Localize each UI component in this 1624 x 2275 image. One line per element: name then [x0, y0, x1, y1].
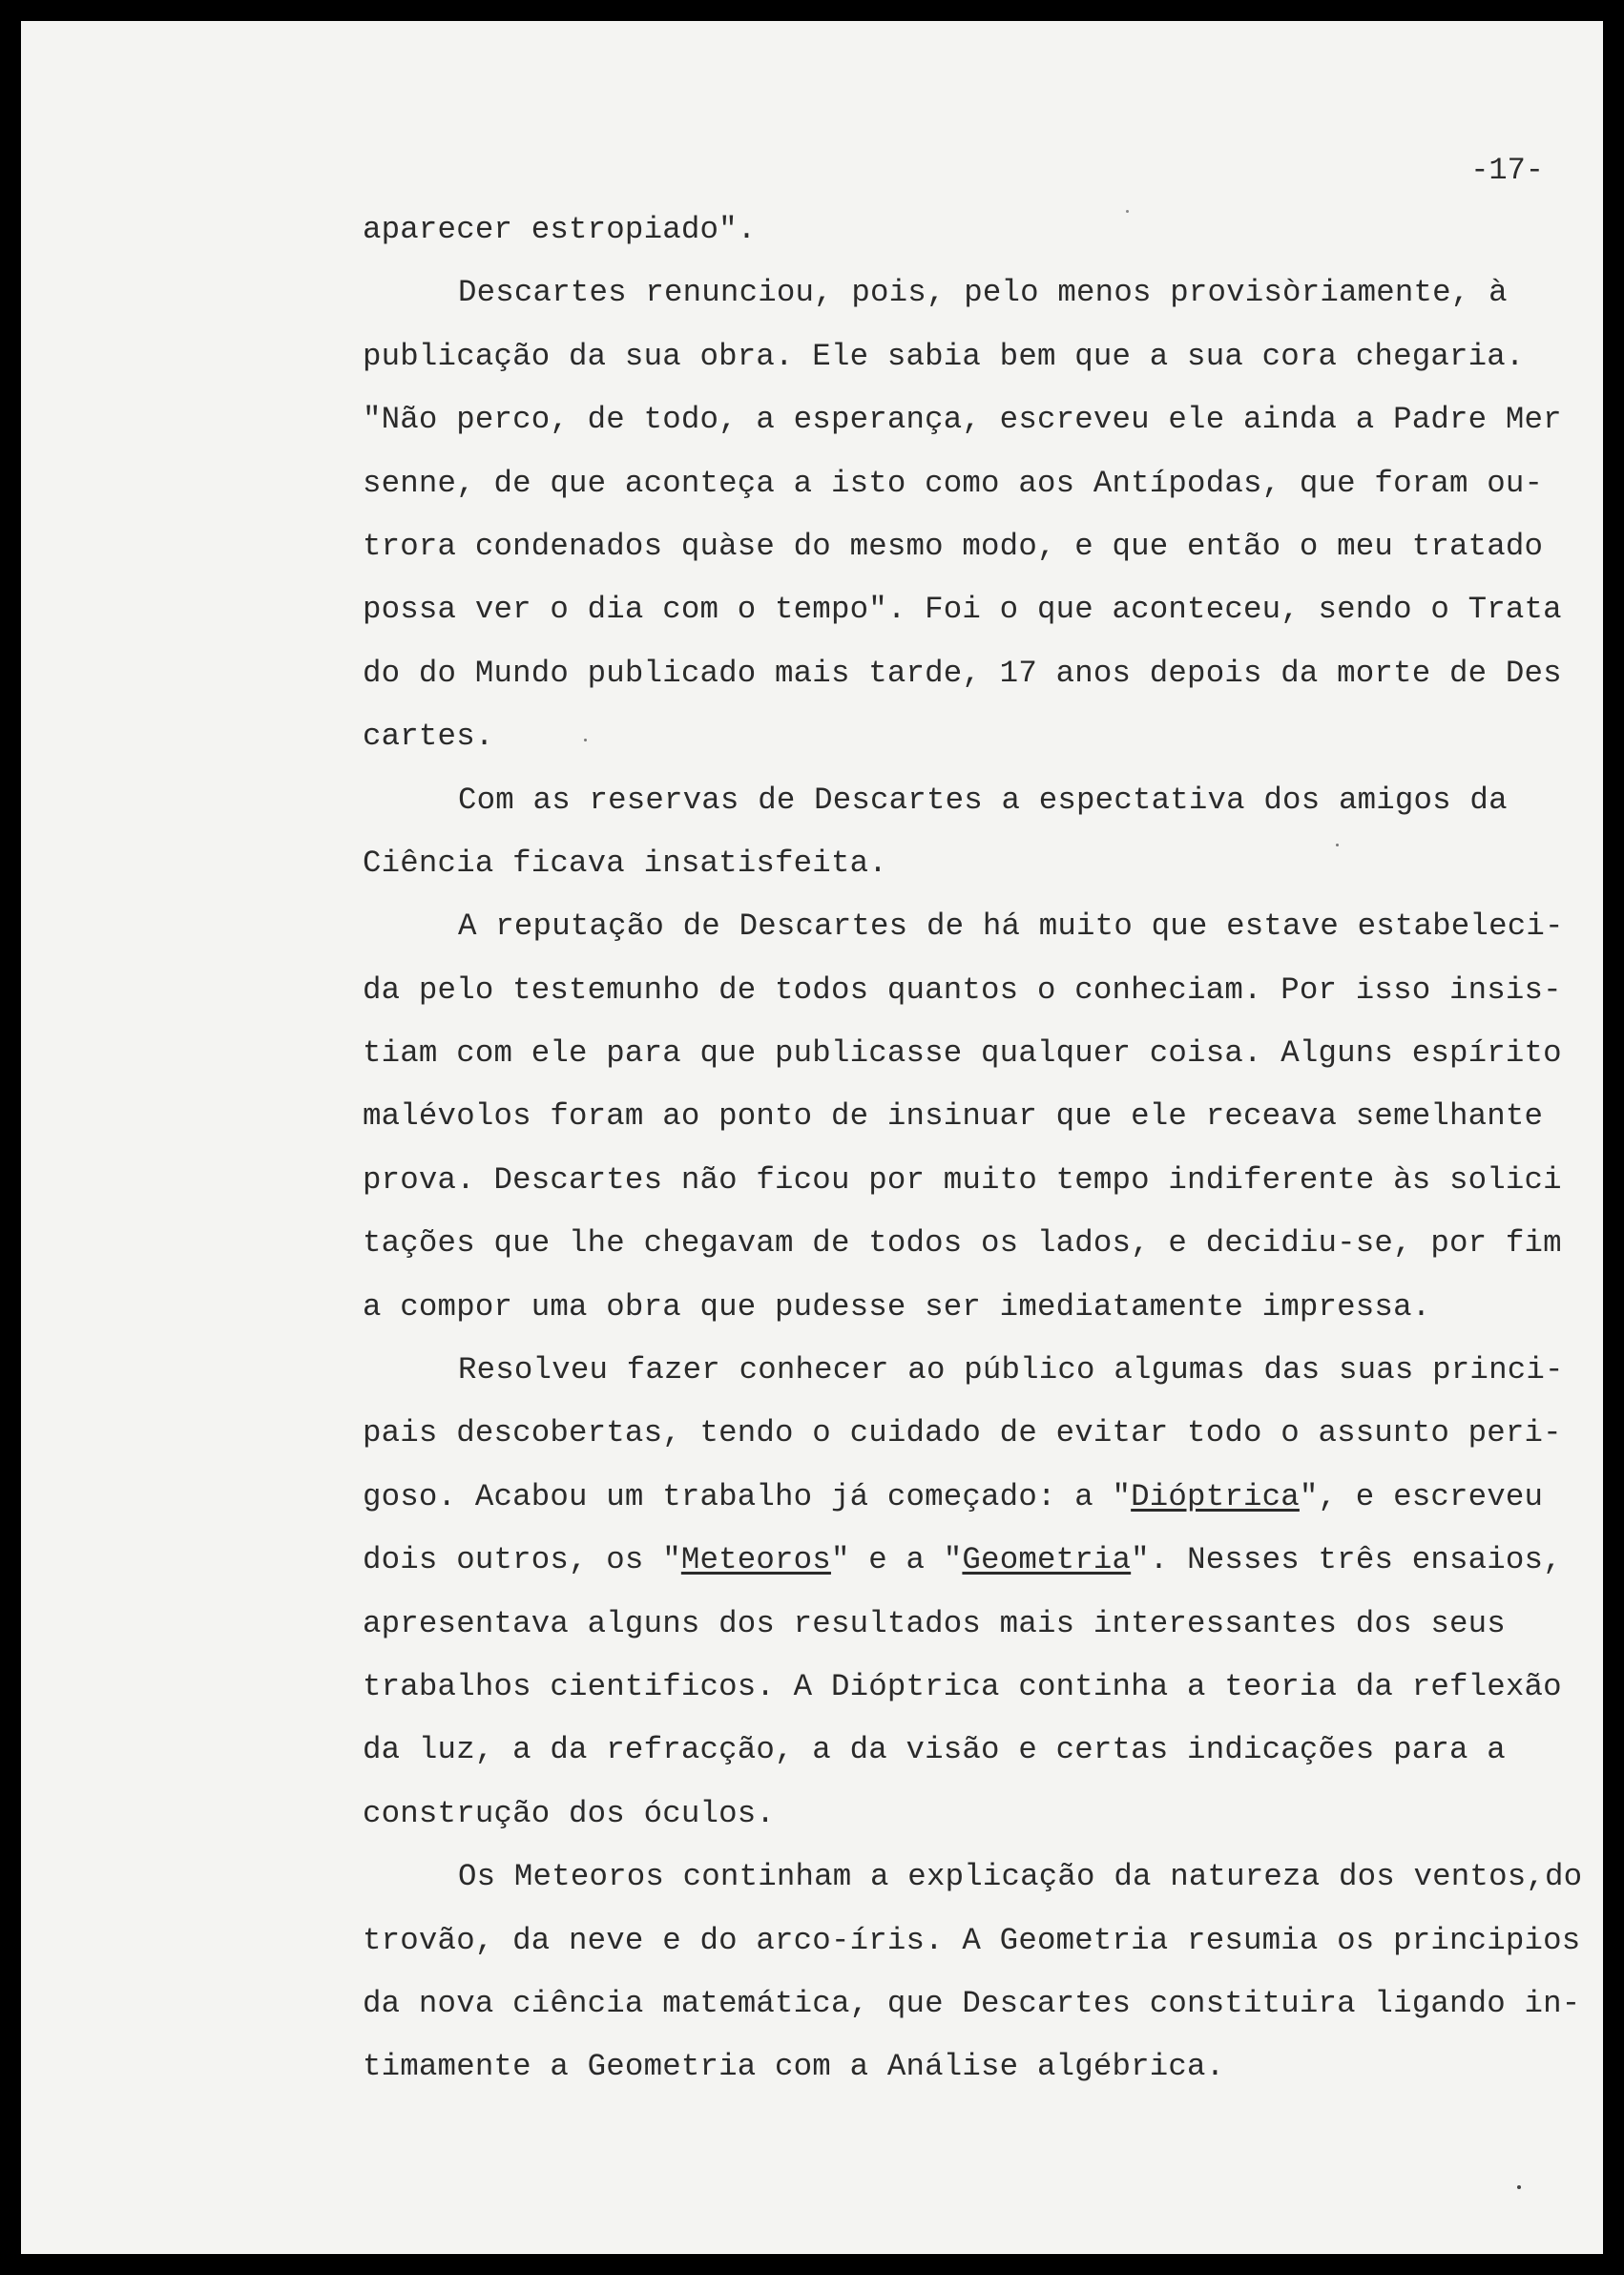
text-line: da luz, a da refracção, a da visão e certas indicações para a	[363, 1732, 1506, 1768]
text-line: possa ver o dia com o tempo". Foi o que aconteceu, sendo o Trata	[363, 592, 1562, 628]
text-line: Descartes renunciou, pois, pelo menos provisòriamente, à	[458, 275, 1508, 311]
underlined-title: Geometria	[962, 1542, 1132, 1578]
text-line: trovão, da neve e do arco-íris. A Geometria resumia os principios	[363, 1922, 1581, 1958]
document-page	[21, 21, 1603, 2254]
text-line: goso. Acabou um trabalho já começado: a "Dióptrica", e escreveu	[363, 1478, 1544, 1514]
underlined-title: Dióptrica	[1131, 1478, 1300, 1514]
text-line: cartes.	[363, 719, 494, 755]
paper-speck	[1126, 210, 1129, 213]
text-line: Ciência ficava insatisfeita.	[363, 845, 887, 881]
text-line: dois outros, os "Meteoros" e a "Geometria". Nesses três ensaios,	[363, 1542, 1562, 1578]
text-line: senne, de que aconteça a isto como aos Antípodas, que foram ou-	[363, 465, 1544, 501]
paper-speck	[1336, 844, 1339, 846]
body-text	[363, 198, 1593, 2099]
text-line: da nova ciência matemática, que Descartes constituira ligando in-	[363, 1985, 1581, 2021]
text-line: a compor uma obra que pudesse ser imediatamente impressa.	[363, 1288, 1431, 1325]
underlined-title: Meteoros	[680, 1542, 831, 1578]
text-line: Os Meteoros continham a explicação da natureza dos ventos,do	[458, 1859, 1583, 1895]
text-line: "Não perco, de todo, a esperança, escreveu ele ainda a Padre Mer	[363, 402, 1562, 438]
text-line: Com as reservas de Descartes a espectativa dos amigos da	[458, 782, 1508, 818]
text-line: apresentava alguns dos resultados mais interessantes dos seus	[363, 1605, 1506, 1641]
text-line: Resolveu fazer conhecer ao público algumas das suas princi-	[458, 1352, 1564, 1388]
text-line: prova. Descartes não ficou por muito tempo indiferente às solici	[363, 1161, 1562, 1198]
paper-speck	[584, 739, 587, 741]
text-line: construção dos óculos.	[363, 1795, 776, 1831]
text-line: publicação da sua obra. Ele sabia bem que a sua cora chegaria.	[363, 338, 1525, 374]
text-line: timamente a Geometria com a Análise algébrica.	[363, 2049, 1225, 2085]
text-line: da pelo testemunho de todos quantos o conheciam. Por isso insis-	[363, 971, 1562, 1008]
page-number: -17-	[1470, 153, 1544, 188]
text-line: do do Mundo publicado mais tarde, 17 anos depois da morte de Des	[363, 655, 1562, 691]
text-line: A reputação de Descartes de há muito que estave estabeleci-	[458, 908, 1564, 945]
text-line: pais descobertas, tendo o cuidado de evitar todo o assunto peri-	[363, 1415, 1562, 1451]
text-line: malévolos foram ao ponto de insinuar que ele receava semelhante	[363, 1098, 1544, 1135]
text-line: tiam com ele para que publicasse qualquer coisa. Alguns espírito	[363, 1035, 1562, 1072]
text-line: trabalhos cientificos. A Dióptrica continha a teoria da reflexão	[363, 1668, 1562, 1704]
text-line: aparecer estropiado".	[363, 212, 757, 247]
text-line: tações que lhe chegavam de todos os lados, e decidiu-se, por fim	[363, 1225, 1562, 1262]
text-line: trora condenados quàse do mesmo modo, e que então o meu tratado	[363, 528, 1544, 564]
paper-speck	[1517, 2185, 1521, 2189]
